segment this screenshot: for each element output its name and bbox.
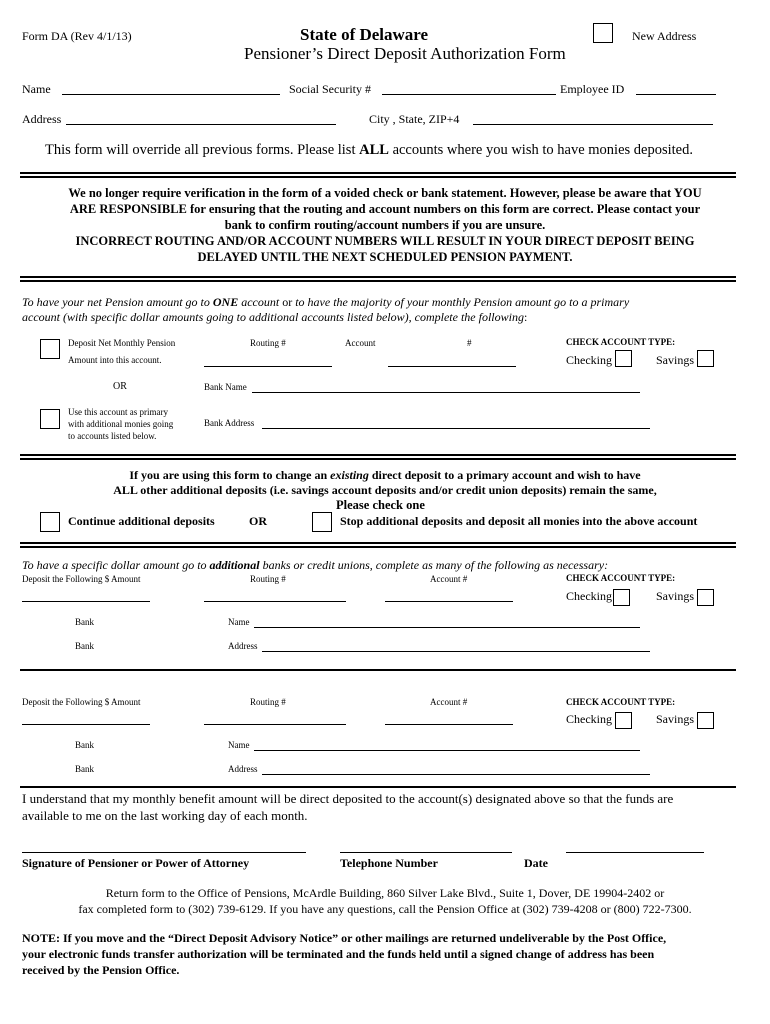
agreement-text: I understand that my monthly benefit amount will be direct deposited to the account(s) designated above so that the funds are available to me on the last working day of each month. [22, 791, 674, 823]
amount-label: Deposit the Following $ Amount [22, 697, 141, 707]
checking-label: Checking [566, 353, 612, 367]
account-hash-label: # [467, 338, 472, 348]
existing-deposit-notice: If you are using this form to change an existing direct deposit to a primary account and wish to have ALL other additional deposits (i.e. savings account deposits and/or credit union deposits) remain the same, [113, 468, 657, 497]
signature-field[interactable] [22, 852, 306, 853]
bank-name-field[interactable] [254, 750, 640, 751]
account-label: Account # [430, 697, 468, 707]
continue-deposits-checkbox[interactable] [40, 512, 60, 532]
new-address-label: New Address [632, 29, 697, 43]
checking-label: Checking [566, 712, 612, 726]
city-label: City , State, ZIP+4 [369, 112, 460, 126]
name-field[interactable] [62, 94, 280, 95]
account-label: Account # [430, 574, 468, 584]
savings-checkbox[interactable] [697, 712, 714, 729]
address-field[interactable] [66, 124, 336, 125]
routing-label: Routing # [250, 574, 286, 584]
signature-label: Signature of Pensioner or Power of Attorney [22, 856, 250, 870]
check-type-label: CHECK ACCOUNT TYPE: [566, 337, 676, 347]
primary-checking-checkbox[interactable] [615, 350, 632, 367]
account-label: Account [345, 338, 376, 348]
please-check-one: Please check one [336, 498, 425, 512]
primary-savings-checkbox[interactable] [697, 350, 714, 367]
ssn-field[interactable] [382, 94, 556, 95]
routing-label: Routing # [250, 338, 286, 348]
routing-label: Routing # [250, 697, 286, 707]
bank-address-field[interactable] [262, 651, 650, 652]
primary-intro: To have your net Pension amount go to ONE account or to have the majority of your monthly Pension amount go to a primary account (with specific dollar amounts going to additional accounts listed below), complete the following: [22, 295, 630, 324]
bank-address-field[interactable] [262, 774, 650, 775]
or-separator: OR [113, 381, 127, 392]
telephone-field[interactable] [340, 852, 512, 853]
divider-additional [20, 542, 736, 544]
form-id: Form DA (Rev 4/1/13) [22, 29, 132, 43]
savings-label: Savings [656, 353, 695, 367]
address-label: Address [22, 112, 62, 126]
checking-checkbox[interactable] [613, 589, 630, 606]
bank-label-2: Bank [75, 764, 94, 774]
primary-routing-field[interactable] [204, 366, 332, 367]
routing-field[interactable] [204, 724, 346, 725]
amount-field[interactable] [22, 724, 150, 725]
ssn-label: Social Security # [289, 82, 371, 96]
override-statement: This form will override all previous forms. Please list ALL accounts where you wish to have monies deposited. [45, 142, 693, 158]
divider-accounts [20, 669, 736, 671]
employee-id-label: Employee ID [560, 82, 625, 96]
continue-deposits-label: Continue additional deposits [68, 514, 215, 528]
divider-top [20, 172, 736, 174]
return-instructions: Return form to the Office of Pensions, McArdle Building, 860 Silver Lake Blvd., Suite 1, Dover, DE 19904-2402 or fax completed form to (302) 739-6129. If you have any questions, call the Pension Office at (302) 739-4208 or (800) 722-7300. [78, 886, 692, 916]
savings-label: Savings [656, 589, 695, 603]
divider-notice [20, 276, 736, 278]
new-address-checkbox[interactable] [593, 23, 613, 43]
bank-address-field[interactable] [262, 428, 650, 429]
bank-name-label: Bank Name [204, 382, 247, 392]
bank-name-field[interactable] [254, 627, 640, 628]
divider-agreement [20, 786, 736, 788]
divider-existing [20, 454, 736, 456]
routing-field[interactable] [204, 601, 346, 602]
existing-or-label: OR [249, 514, 267, 528]
stop-deposits-label: Stop additional deposits and deposit all monies into the above account [340, 514, 698, 528]
date-field[interactable] [566, 852, 704, 853]
divider-additional-2 [20, 546, 736, 548]
account-field[interactable] [385, 601, 513, 602]
amount-field[interactable] [22, 601, 150, 602]
page-title: Pensioner’s Direct Deposit Authorization Form [244, 44, 566, 63]
option-net-line2: Amount into this account. [68, 355, 162, 365]
employee-id-field[interactable] [636, 94, 716, 95]
check-type-label: CHECK ACCOUNT TYPE: [566, 573, 676, 583]
primary-account-checkbox[interactable] [40, 409, 60, 429]
net-pension-checkbox[interactable] [40, 339, 60, 359]
city-field[interactable] [473, 124, 713, 125]
primary-account-field[interactable] [388, 366, 516, 367]
bank-address-label: Address [228, 764, 258, 774]
check-type-label: CHECK ACCOUNT TYPE: [566, 697, 676, 707]
divider-existing-2 [20, 458, 736, 460]
checking-label: Checking [566, 589, 612, 603]
bank-name-field[interactable] [252, 392, 640, 393]
bank-label-2: Bank [75, 641, 94, 651]
state-title: State of Delaware [300, 25, 429, 44]
bank-label: Bank [75, 740, 94, 750]
option-net-line1: Deposit Net Monthly Pension [68, 338, 176, 348]
verification-notice: We no longer require verification in the form of a voided check or bank statement. However, please be aware that YOU ARE RESPONSIBLE for ensuring that the routing and account numbers on this form are correct. Please contact your bank to confirm routing/account numbers if you are unsure. INCORRECT ROUTING AND/OR ACCOUNT NUMBERS WILL RESULT IN YOUR DIRECT DEPOSIT BEING DELAYED UNTIL THE NEXT SCHEDULED PENSION PAYMENT. [68, 186, 702, 264]
divider-top-2 [20, 176, 736, 178]
bank-name-label: Name [228, 617, 250, 627]
savings-checkbox[interactable] [697, 589, 714, 606]
note-text: NOTE: If you move and the “Direct Deposit Advisory Notice” or other mailings are returned undeliverable by the Post Office, your electronic funds transfer authorization will be terminated and the funds held until a signed change of address has been received by the Pension Office. [22, 931, 667, 977]
stop-deposits-checkbox[interactable] [312, 512, 332, 532]
additional-intro: To have a specific dollar amount go to additional banks or credit unions, complete as many of the following as necessary: [22, 558, 609, 572]
bank-name-label: Name [228, 740, 250, 750]
option-primary-text: Use this account as primary with additional monies going to accounts listed below. [68, 407, 174, 441]
bank-address-label: Bank Address [204, 418, 255, 428]
account-field[interactable] [385, 724, 513, 725]
bank-address-label: Address [228, 641, 258, 651]
divider-notice-2 [20, 280, 736, 282]
bank-label: Bank [75, 617, 94, 627]
name-label: Name [22, 82, 51, 96]
savings-label: Savings [656, 712, 695, 726]
amount-label: Deposit the Following $ Amount [22, 574, 141, 584]
telephone-label: Telephone Number [340, 856, 438, 870]
date-label: Date [524, 856, 548, 870]
checking-checkbox[interactable] [615, 712, 632, 729]
